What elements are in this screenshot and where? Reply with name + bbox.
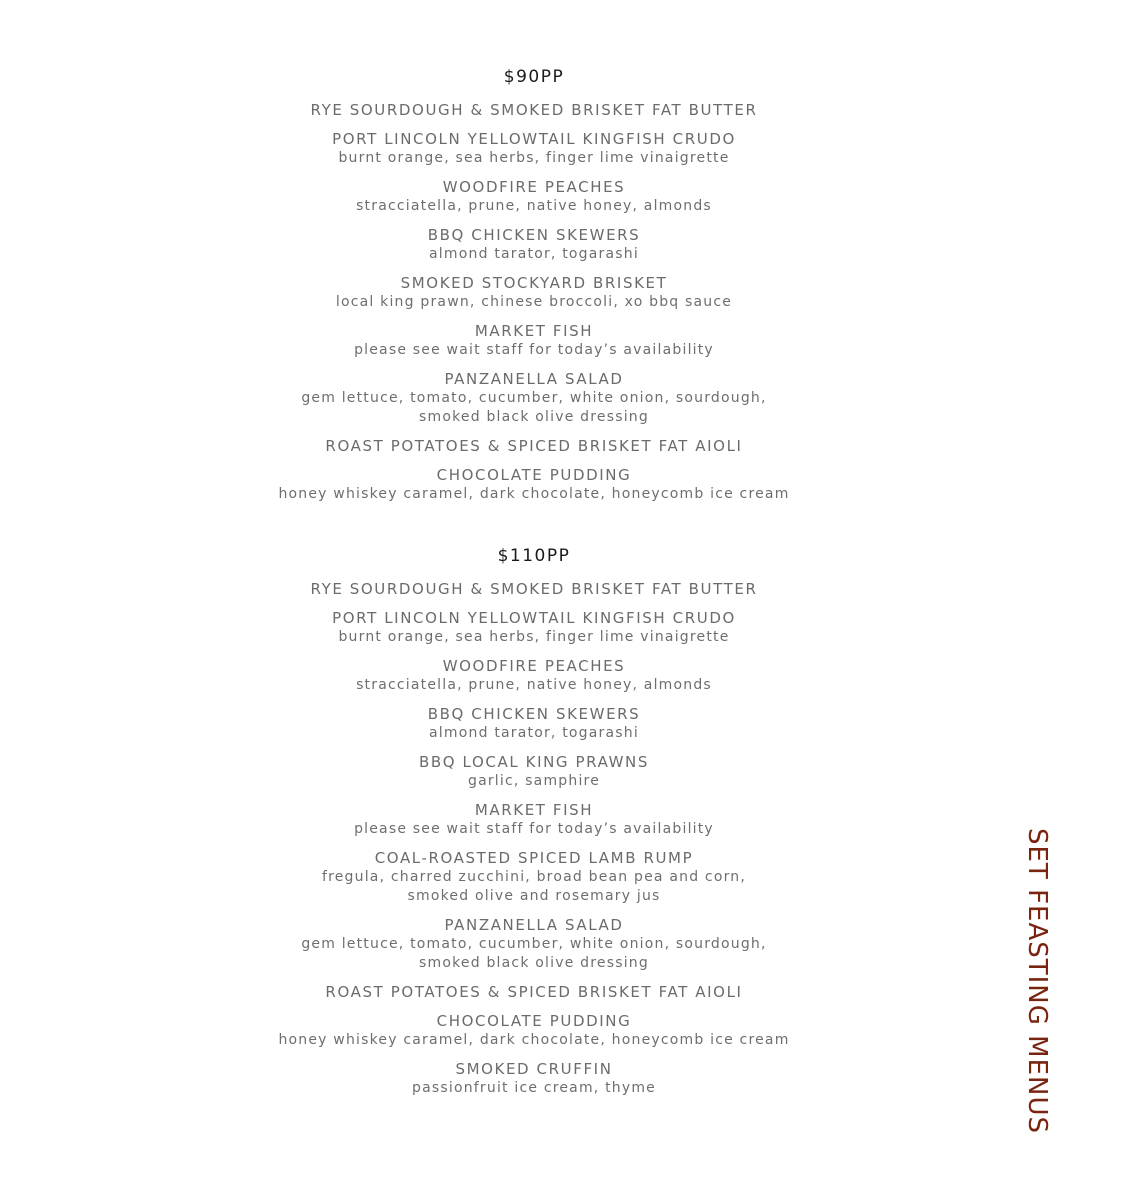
dish-item [234,656,834,695]
dish-item [234,915,834,973]
dish-item [234,848,834,906]
dish-name: PORT LINCOLN YELLOWTAIL KINGFISH CRUDO [332,130,736,148]
dish-item [234,225,834,264]
dish-description: local king prawn, chinese broccoli, xo bbq sauce [335,294,733,310]
dish-description: honey whiskey caramel, dark chocolate, honeycomb ice cream [278,486,790,502]
dish-description: stracciatella, prune, native honey, almonds [356,677,712,693]
dish-description: gem lettuce, tomato, cucumber, white onion, sourdough, smoked black olive dressing [301,390,767,425]
dish-name: MARKET FISH [474,801,594,819]
dish-description: passionfruit ice cream, thyme [412,1080,656,1096]
dish-name: SMOKED CRUFFIN [455,1060,613,1078]
dish-name: BBQ LOCAL KING PRAWNS [419,753,649,771]
dish-item [234,579,834,599]
dish-description: burnt orange, sea herbs, finger lime vinaigrette [338,629,730,645]
dish-item [234,465,834,504]
dish-item [234,982,834,1002]
dish-item [234,321,834,360]
menu-price: $110PP [497,546,571,566]
dish-item [234,369,834,427]
dish-name: RYE SOURDOUGH & SMOKED BRISKET FAT BUTTER [310,101,758,119]
dish-description: please see wait staff for today’s availability [354,821,714,837]
dish-description: garlic, samphire [467,773,601,789]
dish-description: almond tarator, togarashi [429,725,639,741]
dish-name: PORT LINCOLN YELLOWTAIL KINGFISH CRUDO [332,609,736,627]
dish-name: ROAST POTATOES & SPICED BRISKET FAT AIOLI [325,983,743,1001]
dish-description: gem lettuce, tomato, cucumber, white onion, sourdough, smoked black olive dressing [301,936,767,971]
dish-name: ROAST POTATOES & SPICED BRISKET FAT AIOLI [325,437,743,455]
dish-name: COAL-ROASTED SPICED LAMB RUMP [374,849,694,867]
dish-name: RYE SOURDOUGH & SMOKED BRISKET FAT BUTTER [310,580,758,598]
dish-description: please see wait staff for today’s availability [354,342,714,358]
dish-item [234,436,834,456]
dish-item [234,129,834,168]
dish-name: BBQ CHICKEN SKEWERS [427,226,641,244]
dish-name: BBQ CHICKEN SKEWERS [427,705,641,723]
dish-description: fregula, charred zucchini, broad bean pea and corn, smoked olive and rosemary jus [321,869,747,904]
menu-section-90pp [234,66,834,513]
dish-item [234,704,834,743]
dish-item [234,1011,834,1050]
dish-item [234,800,834,839]
dish-name: PANZANELLA SALAD [444,916,624,934]
dish-name: WOODFIRE PEACHES [442,178,626,196]
dish-name: PANZANELLA SALAD [444,370,624,388]
dish-description: honey whiskey caramel, dark chocolate, honeycomb ice cream [278,1032,790,1048]
dish-name: CHOCOLATE PUDDING [436,1012,632,1030]
dish-item [234,273,834,312]
dish-name: WOODFIRE PEACHES [442,657,626,675]
dish-item [234,177,834,216]
dish-description: burnt orange, sea herbs, finger lime vinaigrette [338,150,730,166]
menu-price: $90PP [503,67,565,87]
menu-section-110pp [234,545,834,1107]
dish-item [234,100,834,120]
dish-name: MARKET FISH [474,322,594,340]
dish-description: stracciatella, prune, native honey, almonds [356,198,712,214]
dish-description: almond tarator, togarashi [429,246,639,262]
dish-item [234,1059,834,1098]
dish-item [234,608,834,647]
side-title: SET FEASTING MENUS [1022,828,1052,1135]
dish-item [234,752,834,791]
dish-name: CHOCOLATE PUDDING [436,466,632,484]
dish-name: SMOKED STOCKYARD BRISKET [400,274,668,292]
